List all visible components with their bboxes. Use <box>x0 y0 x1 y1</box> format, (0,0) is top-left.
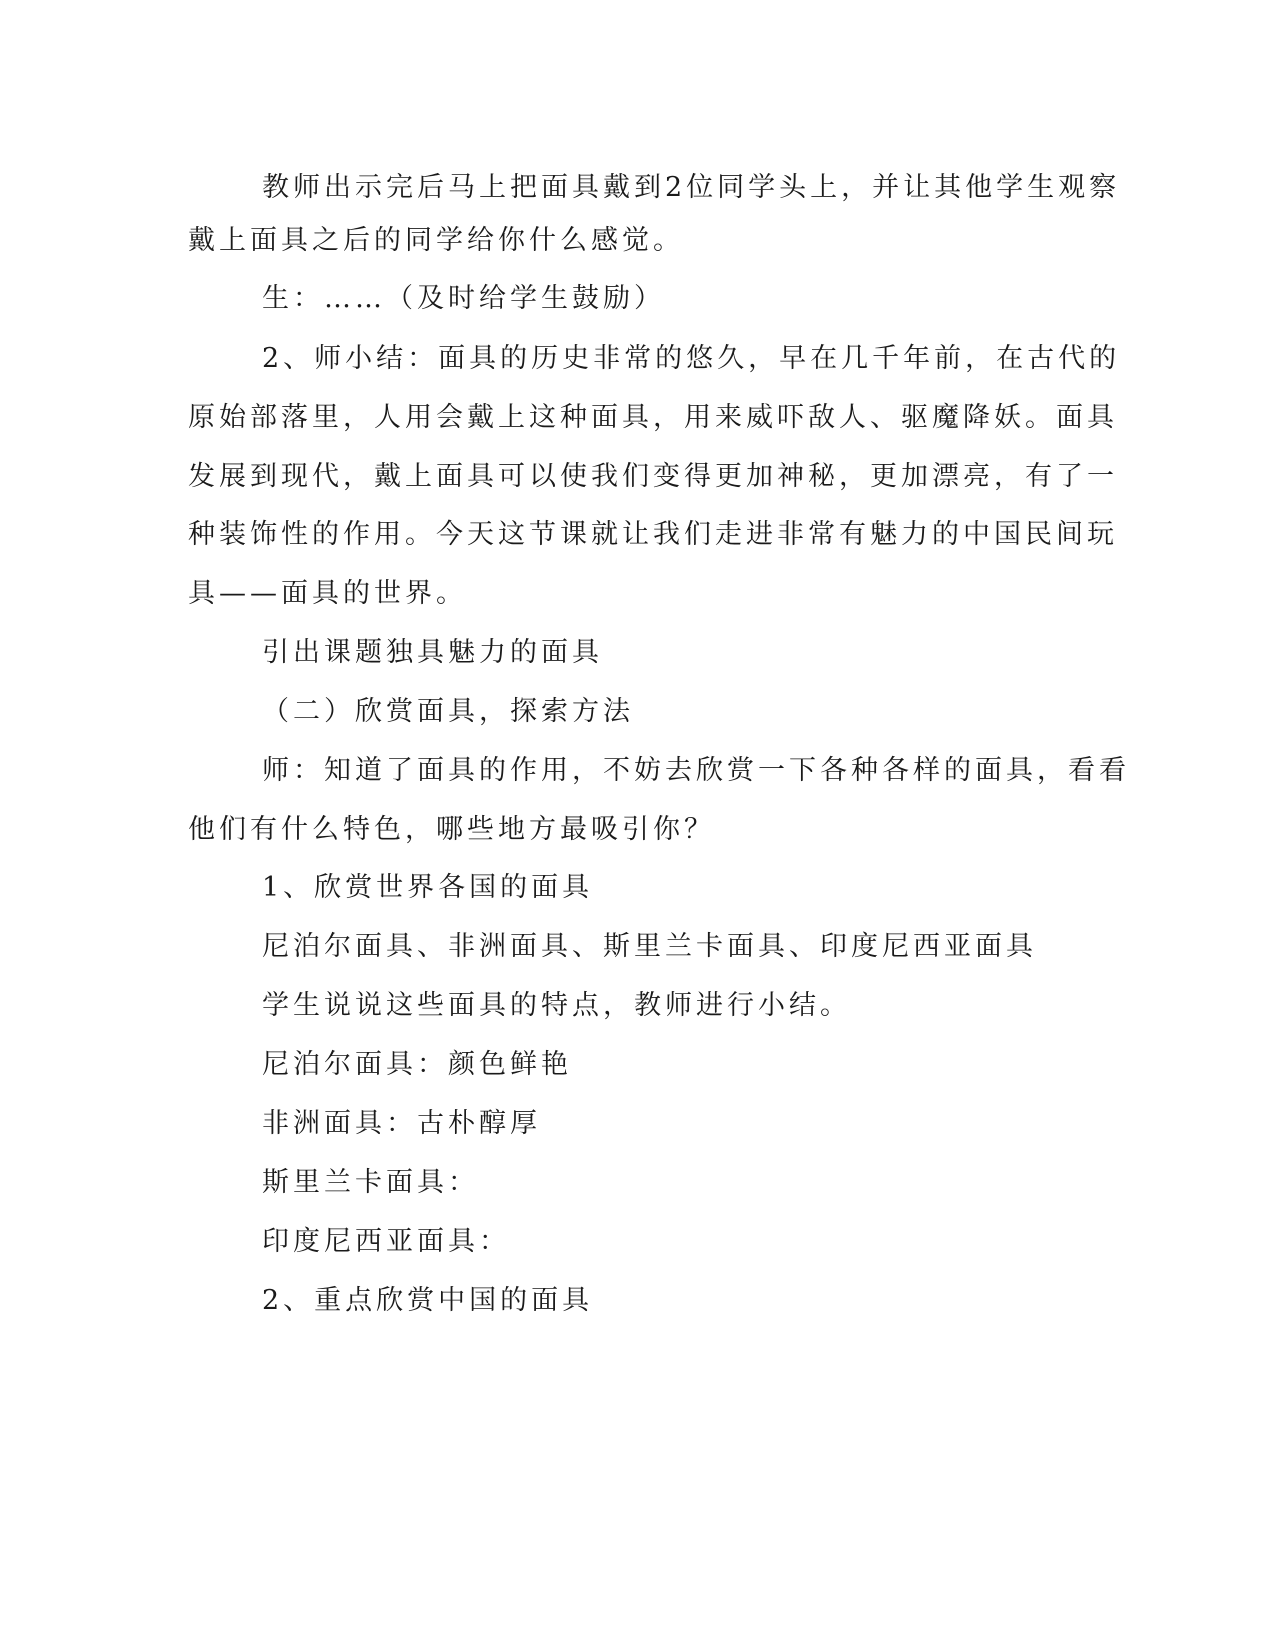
paragraph-line: 戴上面具之后的同学给你什么感觉。 <box>188 225 684 256</box>
paragraph-line: 教师出示完后马上把面具戴到2位同学头上，并让其他学生观察 <box>262 172 1121 203</box>
paragraph-line: 尼泊尔面具、非洲面具、斯里兰卡面具、印度尼西亚面具 <box>262 931 1037 962</box>
paragraph-line: 他们有什么特色，哪些地方最吸引你？ <box>188 814 715 845</box>
paragraph-line: 1、欣赏世界各国的面具 <box>262 872 594 903</box>
paragraph-line: 2、重点欣赏中国的面具 <box>262 1285 594 1316</box>
paragraph-line: 具——面具的世界。 <box>188 578 467 609</box>
paragraph-line: 生：……（及时给学生鼓励） <box>262 283 665 314</box>
paragraph-line: 学生说说这些面具的特点，教师进行小结。 <box>262 990 851 1021</box>
paragraph-line: 种装饰性的作用。今天这节课就让我们走进非常有魅力的中国民间玩 <box>188 519 1118 550</box>
paragraph-line: 尼泊尔面具：颜色鲜艳 <box>262 1049 572 1080</box>
section-heading: （二）欣赏面具，探索方法 <box>262 696 634 727</box>
paragraph-line: 原始部落里，人用会戴上这种面具，用来威吓敌人、驱魔降妖。面具 <box>188 402 1118 433</box>
paragraph-line: 非洲面具：古朴醇厚 <box>262 1108 541 1139</box>
paragraph-line: 印度尼西亚面具： <box>262 1226 510 1257</box>
paragraph-line: 引出课题独具魅力的面具 <box>262 637 603 668</box>
paragraph-line: 师：知道了面具的作用，不妨去欣赏一下各种各样的面具，看看 <box>262 755 1130 786</box>
paragraph-line: 发展到现代，戴上面具可以使我们变得更加神秘，更加漂亮，有了一 <box>188 461 1118 492</box>
paragraph-line: 斯里兰卡面具： <box>262 1167 479 1198</box>
paragraph-line: 2、师小结：面具的历史非常的悠久，早在几千年前，在古代的 <box>262 343 1121 374</box>
